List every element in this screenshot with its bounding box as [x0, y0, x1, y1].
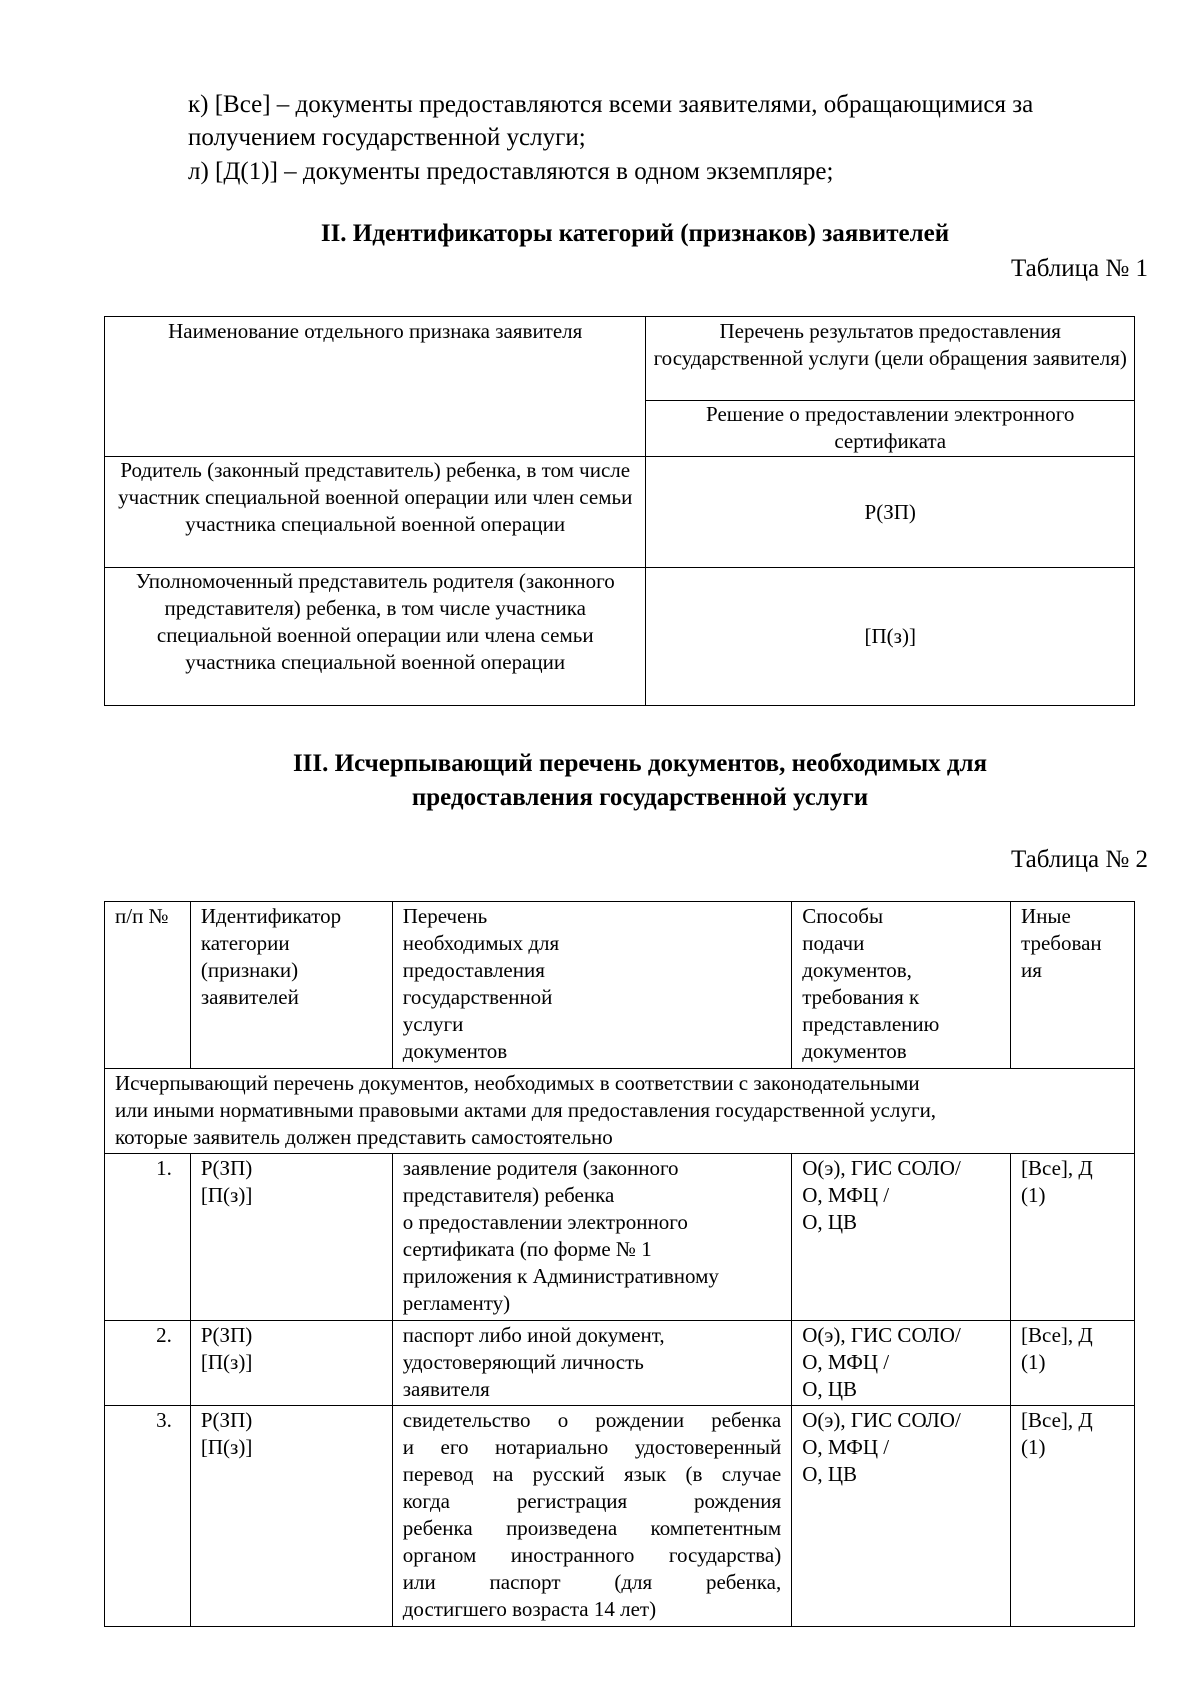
section3-heading-line2: предоставления государственной услуги — [411, 784, 869, 811]
row-id-line: [П(з)] — [200, 1350, 253, 1374]
row-doc-line: свидетельство о рождении ребенка — [402, 1408, 782, 1432]
table1-subheader-decision: Решение о предоставлении электронного сертификата — [646, 401, 1135, 457]
header-id-line: заявителей — [200, 985, 299, 1009]
row-doc-line: удостоверяющий личность — [402, 1350, 644, 1374]
row-doc-line: перевод на русский язык (в случае — [402, 1462, 782, 1486]
span-row-line: которые заявитель должен представить самостоятельно — [115, 1125, 613, 1149]
table2-header-other — [1011, 902, 1135, 1069]
row-doc-line: когда регистрация рождения — [402, 1489, 782, 1513]
row-doc — [392, 1154, 791, 1321]
row-num: 3. — [105, 1406, 191, 1627]
header-methods-line: требования к — [802, 985, 920, 1009]
table-row — [105, 1154, 1135, 1321]
row-other-line: (1) — [1021, 1350, 1046, 1374]
row-doc-line: представителя) ребенка — [402, 1183, 615, 1207]
header-other-line: Иные — [1021, 904, 1071, 928]
row-other-line: [Все], Д — [1021, 1408, 1093, 1432]
table2-header-row — [105, 902, 1135, 1069]
table2-header-methods — [792, 902, 1011, 1069]
row-doc-line: о предоставлении электронного — [402, 1210, 688, 1234]
row-doc-line: приложения к Административному — [402, 1264, 719, 1288]
table-row — [105, 568, 1135, 706]
header-list-line: документов — [402, 1039, 508, 1063]
row-doc — [392, 1321, 791, 1406]
row-doc-line: органом иностранного государства) — [402, 1543, 782, 1567]
row-doc-line: и его нотариально удостоверенный — [402, 1435, 782, 1459]
intro-k-line1: к) [Все] – документы предоставляются всеми заявителями, обращающимися за — [188, 91, 1034, 118]
section3-heading-line1: III. Исчерпывающий перечень документов, необходимых для — [292, 750, 988, 777]
header-methods-line: документов, — [802, 958, 912, 982]
header-id-line: категории — [200, 931, 290, 955]
row-id-line: Р(ЗП) — [200, 1156, 253, 1180]
row-id-line: Р(ЗП) — [200, 1408, 253, 1432]
header-other-line: ия — [1021, 958, 1042, 982]
table2-header-id — [190, 902, 392, 1069]
row-doc-line: регламенту) — [402, 1291, 511, 1315]
row-doc-line: паспорт либо иной документ, — [402, 1323, 665, 1347]
header-list-line: необходимых для — [402, 931, 560, 955]
row-ids — [190, 1154, 392, 1321]
row-other-line: (1) — [1021, 1435, 1046, 1459]
row-methods-line: О, МФЦ / — [802, 1435, 890, 1459]
row-methods-line: О, ЦВ — [802, 1377, 858, 1401]
row-other — [1011, 1154, 1135, 1321]
table-applicant-categories — [104, 316, 1135, 706]
table2-label: Таблица № 2 — [1010, 846, 1148, 873]
row-other-line: (1) — [1021, 1183, 1046, 1207]
header-methods-line: документов — [802, 1039, 907, 1063]
table1-row1-code: Р(ЗП) — [646, 457, 1135, 568]
row-doc-line: заявителя — [402, 1377, 490, 1401]
row-ids — [190, 1321, 392, 1406]
header-list-line: Перечень — [402, 904, 488, 928]
row-doc-line: ребенка произведена компетентным — [402, 1516, 782, 1540]
table2-header-num: п/п № — [105, 902, 191, 1069]
row-methods — [792, 1154, 1011, 1321]
row-doc — [392, 1406, 791, 1627]
row-methods-line: О(э), ГИС СОЛО/ — [802, 1408, 961, 1432]
header-id-line: Идентификатор — [200, 904, 342, 928]
header-other-line: требован — [1021, 931, 1102, 955]
intro-l-line: л) [Д(1)] – документы предоставляются в одном экземпляре; — [188, 158, 834, 185]
row-methods-line: О, МФЦ / — [802, 1350, 890, 1374]
table1-header-feature: Наименование отдельного признака заявителя — [105, 317, 646, 457]
header-methods-line: представлению — [802, 1012, 940, 1036]
span-row-line: или иными нормативными правовыми актами для предоставления государственной услуги, — [115, 1098, 937, 1122]
row-other — [1011, 1406, 1135, 1627]
row-other-line: [Все], Д — [1021, 1323, 1093, 1347]
row-methods-line: О, МФЦ / — [802, 1183, 890, 1207]
header-methods-line: подачи — [802, 931, 865, 955]
row-id-line: [П(з)] — [200, 1435, 253, 1459]
header-list-line: услуги — [402, 1012, 464, 1036]
row-doc-line: достигшего возраста 14 лет) — [402, 1597, 657, 1621]
row-num: 1. — [105, 1154, 191, 1321]
table-row — [105, 1321, 1135, 1406]
table1-header-results: Перечень результатов предоставления государственной услуги (цели обращения заявителя) — [646, 317, 1135, 401]
intro-k-line2: получением государственной услуги; — [188, 124, 586, 151]
header-methods-line: Способы — [802, 904, 884, 928]
table-row — [105, 457, 1135, 568]
row-methods-line: О, ЦВ — [802, 1462, 858, 1486]
row-num: 2. — [105, 1321, 191, 1406]
row-doc-line: сертификата (по форме № 1 — [402, 1237, 652, 1261]
row-methods-line: О(э), ГИС СОЛО/ — [802, 1323, 961, 1347]
table1-label: Таблица № 1 — [1010, 255, 1148, 282]
row-other-line: [Все], Д — [1021, 1156, 1093, 1180]
table1-row2-feature: Уполномоченный представитель родителя (законного представителя) ребенка, в том числе участника специальной военной операции или члена семьи участника специальной военной операции — [105, 568, 646, 706]
row-methods-line: О(э), ГИС СОЛО/ — [802, 1156, 961, 1180]
table1-row2-code: [П(з)] — [646, 568, 1135, 706]
table-required-documents — [104, 901, 1135, 1627]
table2-header-list — [392, 902, 791, 1069]
row-methods — [792, 1321, 1011, 1406]
row-ids — [190, 1406, 392, 1627]
row-other — [1011, 1321, 1135, 1406]
row-doc-line: заявление родителя (законного — [402, 1156, 679, 1180]
row-id-line: [П(з)] — [200, 1183, 253, 1207]
table-row — [105, 1406, 1135, 1627]
table2-span-cell — [105, 1069, 1135, 1154]
row-id-line: Р(ЗП) — [200, 1323, 253, 1347]
row-doc-line: или паспорт (для ребенка, — [402, 1570, 782, 1594]
header-list-line: предоставления — [402, 958, 545, 982]
row-methods-line: О, ЦВ — [802, 1210, 858, 1234]
header-list-line: государственной — [402, 985, 553, 1009]
section2-heading: II. Идентификаторы категорий (признаков) заявителей — [320, 220, 950, 247]
row-methods — [792, 1406, 1011, 1627]
table1-row1-feature: Родитель (законный представитель) ребенка, в том числе участник специальной военной операции или член семьи участника специальной военной операции — [105, 457, 646, 568]
span-row-line: Исчерпывающий перечень документов, необходимых в соответствии с законодательными — [115, 1071, 920, 1095]
header-id-line: (признаки) — [200, 958, 299, 982]
table2-span-row — [105, 1069, 1135, 1154]
